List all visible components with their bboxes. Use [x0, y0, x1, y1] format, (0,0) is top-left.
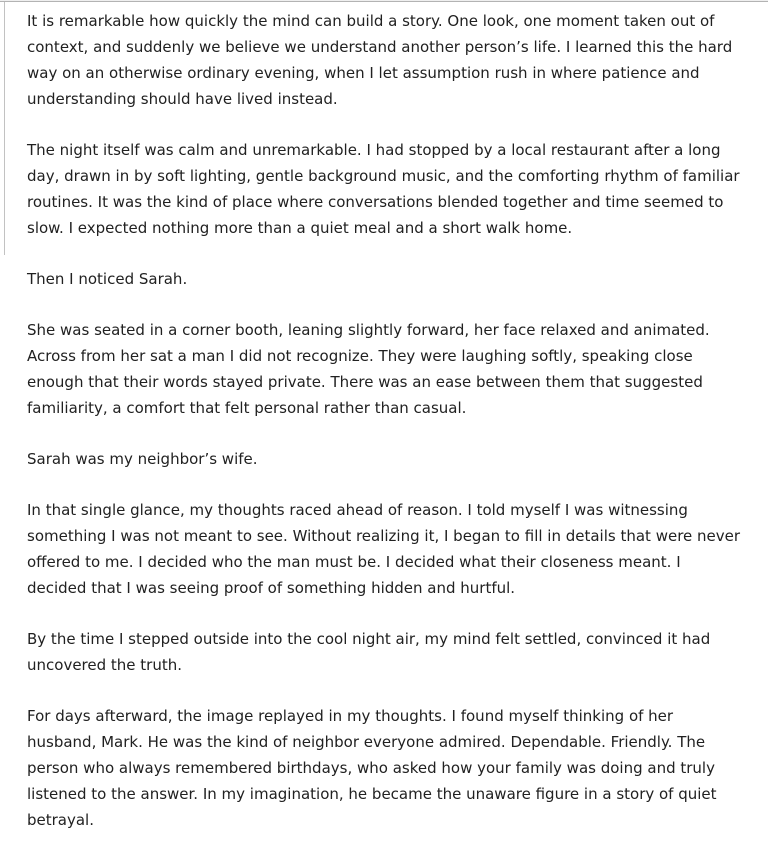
story-paragraph-noticed-sarah: Then I noticed Sarah.: [27, 270, 188, 288]
story-paragraph-single-glance: In that single glance, my thoughts raced ahead of reason. I told myself I was witnessing something I was not meant to see. Without realizing it, I began to fill in details that were never offered to me. I decided who the man must be. I decided what their closeness meant. I decided that I was seeing proof of something hidden and hurtful.: [27, 501, 741, 597]
story-paragraph-intro: It is remarkable how quickly the mind can build a story. One look, one moment taken out of context, and suddenly we believe we understand another person’s life. I learned this the hard way on an otherwise ordinary evening, when I let assumption rush in where patience and understanding should have lived instead.: [27, 12, 733, 108]
story-paragraph-corner-booth: She was seated in a corner booth, leaning slightly forward, her face relaxed and animated. Across from her sat a man I did not recognize. They were laughing softly, speaking close enough that their words stayed private. There was an ease between them that suggested familiarity, a comfort that felt personal rather than casual.: [27, 321, 710, 417]
story-text-block: [0, 2, 768, 858]
story-paragraph-neighbors-wife: Sarah was my neighbor’s wife.: [27, 450, 258, 468]
story-paragraph-restaurant: The night itself was calm and unremarkable. I had stopped by a local restaurant after a long day, drawn in by soft lighting, gentle background music, and the comforting rhythm of familiar routines. It was the kind of place where conversations blended together and time seemed to slow. I expected nothing more than a quiet meal and a short walk home.: [27, 141, 740, 237]
story-paragraph-night-air: By the time I stepped outside into the cool night air, my mind felt settled, convinced it had uncovered the truth.: [27, 630, 711, 674]
story-paragraph-days-afterward: For days afterward, the image replayed in my thoughts. I found myself thinking of her husband, Mark. He was the kind of neighbor everyone admired. Dependable. Friendly. The person who always remembered birthdays, who asked how your family was doing and truly listened to the answer. In my imagination, he became the unaware figure in a story of quiet betrayal.: [27, 707, 717, 829]
